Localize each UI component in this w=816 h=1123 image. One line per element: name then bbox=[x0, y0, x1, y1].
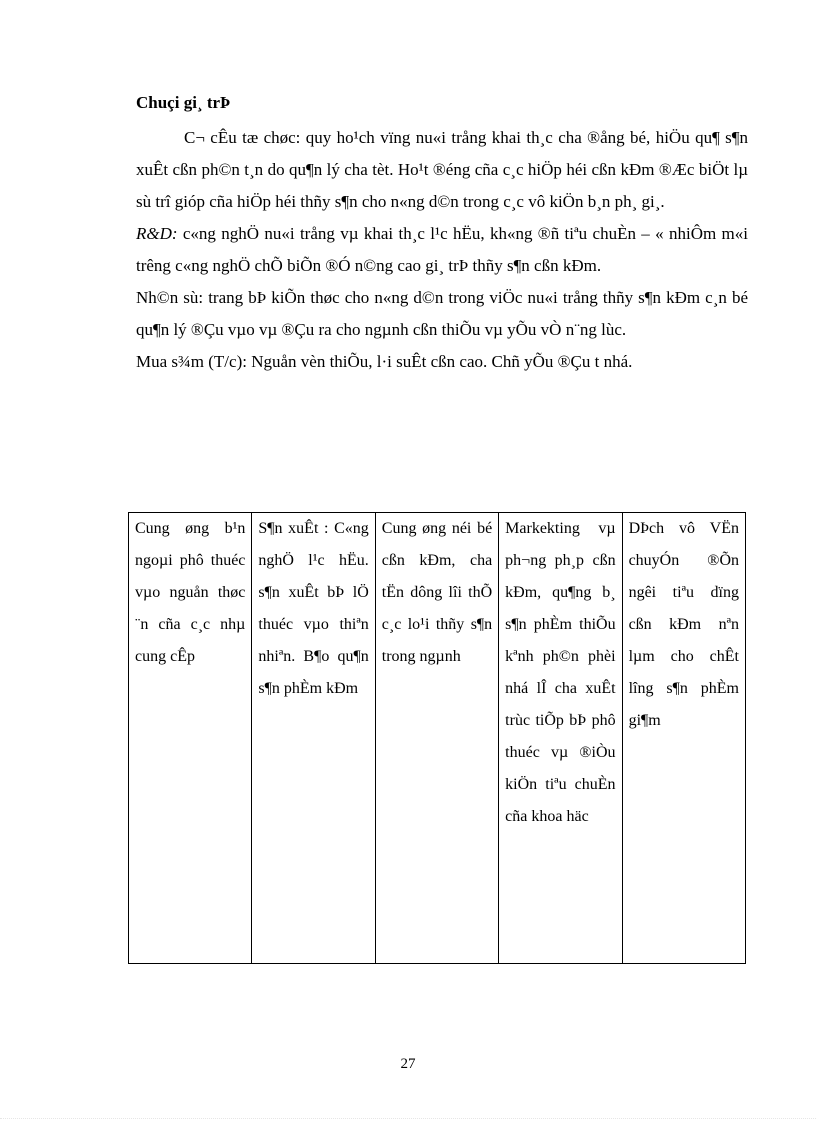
paragraph-human-resources bbox=[136, 282, 748, 346]
paragraph-structure bbox=[136, 122, 748, 218]
value-chain-table bbox=[128, 512, 746, 964]
paragraph-text: c«ng nghÖ nu«i trång vµ khai th¸c l¹c hËu, kh«ng ®ñ tiªu chuÈn – « nhiÔm m«i trêng c«ng nghÖ chÕ biÕn ®Ó n©ng cao gi¸ trÞ thñy s¶n cßn kÐm. bbox=[136, 224, 748, 275]
table-cell-production: S¶n xuÊt : C«ng nghÖ l¹c hËu. s¶n xuÊt bÞ lÖ thuéc vµo thiªn nhiªn. B¶o qu¶n s¶n phÈm kÐm bbox=[252, 513, 375, 964]
table-cell-marketing: Markekting vµ ph¬ng ph¸p cßn kÐm, qu¶ng b¸ s¶n phÈm thiÕu kªnh ph©n phèi nhá lÎ cha xuÊt trùc tiÕp bÞ phô thuéc vµ ®iÒu kiÖn tiªu chuÈn cña khoa häc bbox=[499, 513, 622, 964]
table-cell-internal-supply: Cung øng néi bé cßn kÐm, cha tËn dông lîi thÕ c¸c lo¹i thñy s¶n trong ngµnh bbox=[375, 513, 498, 964]
section-heading: Chuçi gi¸ trÞ bbox=[136, 93, 231, 112]
document-body bbox=[136, 92, 748, 378]
table-cell-inbound: Cung øng b¹n ngoµi phô thuéc vµo nguån thøc ¨n cña c¸c nhµ cung cÊp bbox=[129, 513, 252, 964]
paragraph-rnd bbox=[136, 218, 748, 282]
paragraph-text: C¬ cÊu tæ chøc: quy ho¹ch vïng nu«i trång khai th¸c cha ®ång bé, hiÖu qu¶ s¶n xuÊt cßn ph©n t¸n do qu¶n lý cha tèt. Ho¹t ®éng cña c¸c hiÖp héi cßn kÐm ®Æc biÖt lµ sù trî gióp cña hiÖp héi thñy s¶n cho n«ng d©n trong c¸c vô kiÖn b¸n ph¸ gi¸. bbox=[136, 128, 748, 211]
paragraph-lead: R&D: bbox=[136, 224, 178, 243]
paragraph-text: Nh©n sù: trang bÞ kiÕn thøc cho n«ng d©n trong viÖc nu«i trång thñy s¶n kÐm c¸n bé qu¶n lý ®Çu vµo vµ ®Çu ra cho ngµnh cßn thiÕu vµ yÕu vÒ n¨ng lùc. bbox=[136, 288, 748, 339]
paragraph-text: Mua s¾m (T/c): Nguån vèn thiÕu, l·i suÊt cßn cao. Chñ yÕu ®Çu t nhá. bbox=[136, 352, 633, 371]
page-number: 27 bbox=[400, 1056, 416, 1072]
table-row bbox=[129, 513, 746, 964]
page-bottom-divider bbox=[0, 1118, 816, 1119]
paragraph-procurement bbox=[136, 346, 748, 378]
table-cell-service: DÞch vô VËn chuyÓn ®Õn ngêi tiªu dïng cßn kÐm nªn lµm cho chÊt lîng s¶n phÈm gi¶m bbox=[622, 513, 745, 964]
